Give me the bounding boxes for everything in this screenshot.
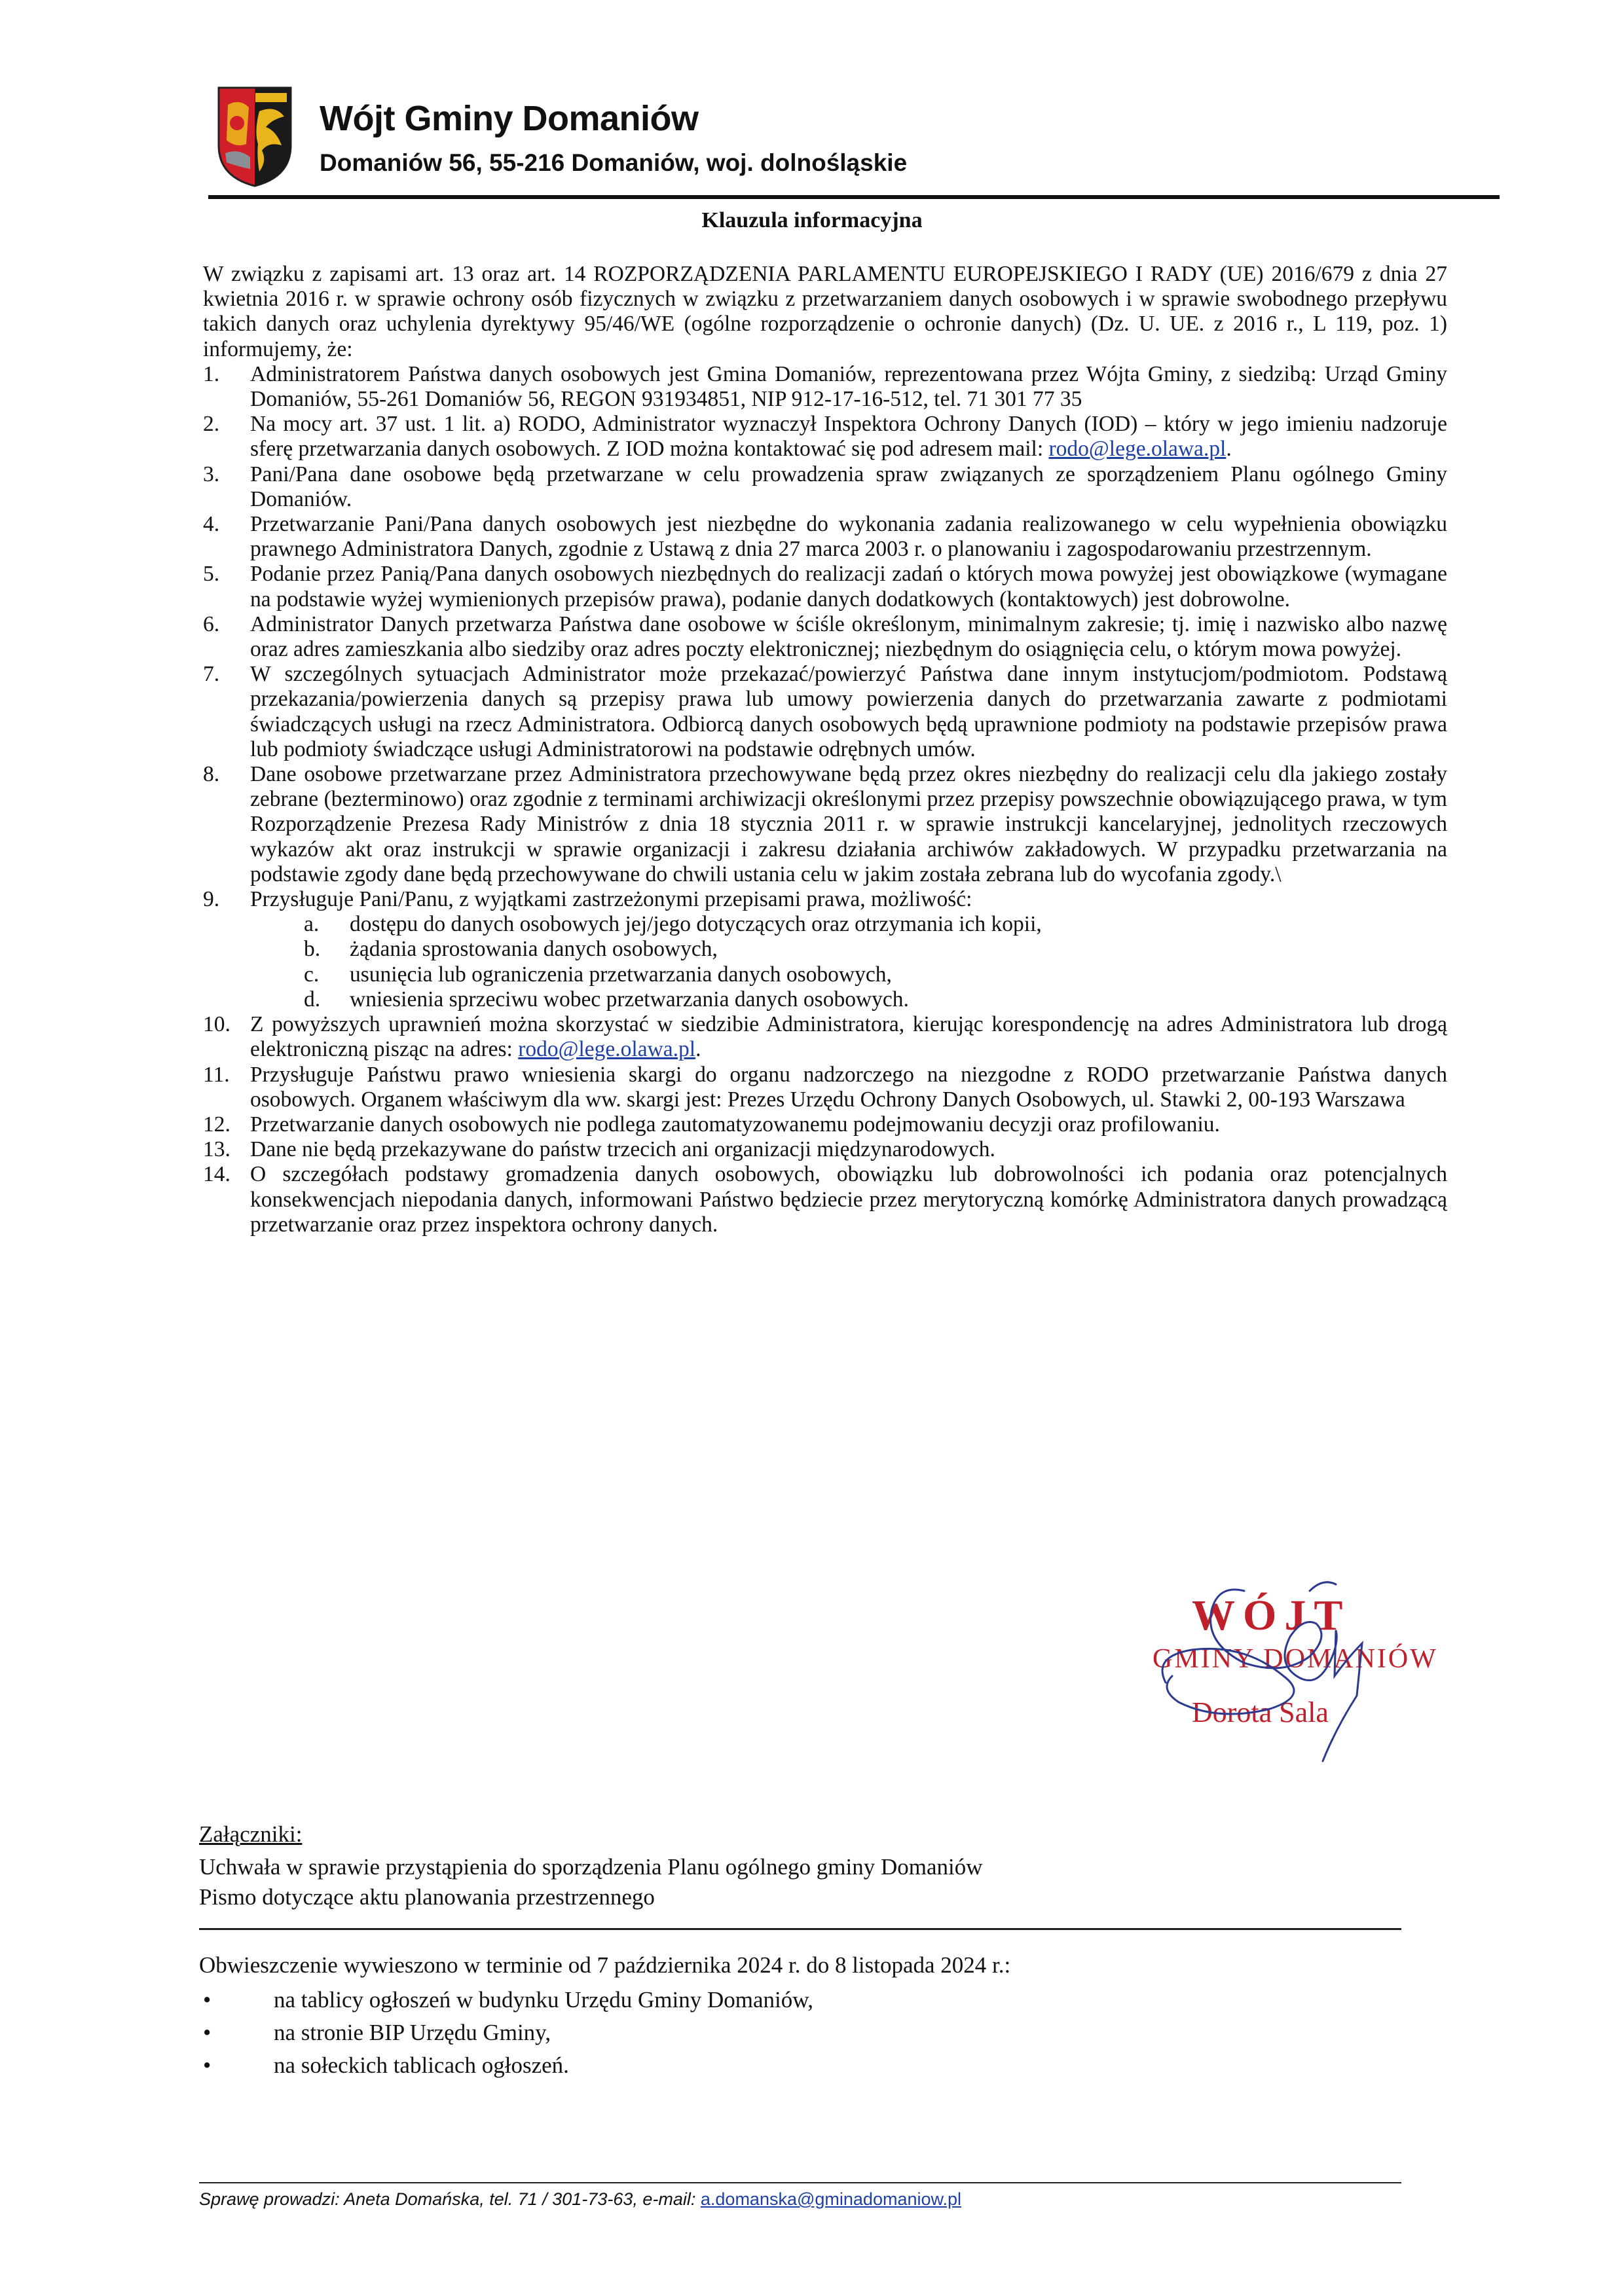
item-text: Administrator Danych przetwarza Państwa dane osobowe w ściśle określonym, minimalnym zakresie; tj. imię i nazwisko albo nazwę oraz adres zamieszkania albo siedziby oraz adres poczty elektronicznej; niezbędnym do osiągnięcia celu, o którym mowa powyżej.: [250, 611, 1447, 662]
posting-notice: Obwieszczenie wywieszono w terminie od 7 października 2024 r. do 8 listopada 2024 r.:: [199, 1952, 1011, 1978]
item-number: 14.: [203, 1162, 231, 1187]
list-item: [203, 1012, 1447, 1062]
list-item: [203, 1162, 1447, 1237]
item-text: Administratorem Państwa danych osobowych jest Gmina Domaniów, reprezentowana przez Wójta Gminy, z siedzibą: Urząd Gminy Domaniów, 55-261 Domaniów 56, REGON 931934851, NIP 912-17-16-512, tel. 71 301 77 35: [250, 361, 1447, 412]
letterhead-divider: [208, 195, 1500, 199]
footer-contact: Sprawę prowadzi: Aneta Domańska, tel. 71 / 301-73-63, e-mail: a.domanska@gminadomaniow.pl: [199, 2189, 962, 2209]
item-number: 9.: [203, 887, 220, 912]
item-text: Przetwarzanie danych osobowych nie podlega zautomatyzowanemu podejmowaniu decyzji oraz profilowaniu.: [250, 1112, 1220, 1137]
bullet-icon: •: [203, 2020, 212, 2045]
list-item: [203, 662, 1447, 762]
item-text: W szczególnych sytuacjach Administrator może przekazać/powierzyć Państwa dane innym instytucjom/podmiotom. Podstawą przekazania/powierzenia danych są przepisy prawa lub umowy powierzenia danych do przetwarzania zawarte z podmiotami świadczących usługi na rzecz Administratora. Odbiorcą danych osobowych będą uprawnione podmioty na podstawie przepisów prawa lub podmioty świadczące usługi Administratorowi na podstawie odrębnych umów.: [250, 662, 1447, 761]
item-number: 5.: [203, 562, 220, 587]
item-text: Podanie przez Panią/Pana danych osobowych niezbędnych do realizacji zadań o których mowa powyżej jest obowiązkowe (wymagane na podstawie wyżej wymienionych przepisów prawa), podanie danych dodatkowych (kontaktowych) jest dobrowolne.: [250, 562, 1447, 611]
footer-divider: [199, 2182, 1401, 2183]
list-item: [203, 1112, 1447, 1137]
clause-list: [203, 362, 1447, 1237]
list-item: [203, 762, 1447, 887]
sublist-item: b. żądania sprostowania danych osobowych,: [304, 937, 718, 962]
attachment-item: Uchwała w sprawie przystąpienia do sporządzenia Planu ogólnego gminy Domaniów: [199, 1854, 983, 1880]
attachments-label: Załączniki:: [199, 1821, 303, 1847]
item-text: O szczegółach podstawy gromadzenia danych osobowych, obowiązku lub dobrowolności ich podania oraz potencjalnych konsekwencjach niepodania danych, informowani Państwo będziecie przez merytoryczną komórkę Administratora danych prowadzącą przetwarzanie oraz przez inspektora ochrony danych.: [250, 1162, 1447, 1237]
footer-email-link[interactable]: a.domanska@gminadomaniow.pl: [700, 2189, 962, 2209]
iod-email-link[interactable]: rodo@lege.olawa.pl: [1048, 437, 1227, 462]
signature-icon: [1113, 1565, 1454, 1781]
admin-email-link[interactable]: rodo@lege.olawa.pl: [518, 1037, 696, 1062]
list-item: • na sołeckich tablicach ogłoszeń.: [199, 2049, 813, 2082]
list-item: • na stronie BIP Urzędu Gminy,: [199, 2016, 813, 2049]
sublist-item: c. usunięcia lub ograniczenia przetwarzania danych osobowych,: [304, 962, 892, 987]
item-text: Przysługuje Państwu prawo wniesienia skargi do organu nadzorczego na niezgodne z RODO przetwarzanie Państwa danych osobowych. Organem właściwym dla ww. skargi jest: Prezes Urzędu Ochrony Danych Osobowych, ul. Stawki 2, 00-193 Warszawa: [250, 1062, 1447, 1112]
letterhead-address: Domaniów 56, 55-216 Domaniów, woj. dolnośląskie: [320, 149, 908, 176]
stamp-line-3: Dorota Sala: [1192, 1696, 1329, 1728]
section-divider: [199, 1928, 1401, 1930]
list-item: [203, 887, 1447, 1012]
item-number: 7.: [203, 662, 220, 687]
item-text: Z powyższych uprawnień można skorzystać w siedzibie Administratora, kierując korespondencję na adres Administratora lub drogą elektroniczną pisząc na adres: rodo@lege.olawa.pl.: [250, 1012, 1447, 1062]
intro-paragraph: W związku z zapisami art. 13 oraz art. 14 ROZPORZĄDZENIA PARLAMENTU EUROPEJSKIEGO I RADY (UE) 2016/679 z dnia 27 kwietnia 2016 r. w sprawie ochrony osób fizycznych w związku z przetwarzaniem danych osobowych i w sprawie swobodnego przepływu takich danych oraz uchylenia dyrektywy 95/46/WE (ogólne rozporządzenie o ochronie danych) (Dz. U. UE. z 2016 r., L 119, poz. 1) informujemy, że:: [203, 262, 1447, 361]
posting-places-list: [199, 1984, 813, 2082]
item-text: Dane osobowe przetwarzane przez Administratora przechowywane będą przez okres niezbędny do realizacji celu dla jakiego zostały zebrane (bezterminowo) oraz zgodnie z terminami archiwizacji określonymi przez przepisy powszechnie obowiązującego prawa, w tym Rozporządzenie Prezesa Rady Ministrów z dnia 18 stycznia 2011 r. w sprawie instrukcji kancelaryjnej, jednolitych rzeczowych wykazów akt oraz instrukcji w sprawie organizacji i zakresu działania archiwów zakładowych. W przypadku przetwarzania na podstawie zgody dane będą przechowywane do chwili ustania celu w jakim została zebrana lub do wycofania zgody.\: [250, 762, 1447, 886]
item-number: 13.: [203, 1137, 231, 1162]
item-text: Na mocy art. 37 ust. 1 lit. a) RODO, Administrator wyznaczył Inspektora Ochrony Danych (IOD) – który w jego imieniu nadzoruje sferę przetwarzania danych osobowych. Z IOD można kontaktować się pod adresem mail: rodo@lege.olawa.pl.: [250, 412, 1447, 462]
sublist-item: a. dostępu do danych osobowych jej/jego dotyczących oraz otrzymania ich kopii,: [304, 912, 1042, 937]
list-item: [203, 562, 1447, 611]
item-number: 10.: [203, 1012, 231, 1037]
bullet-icon: •: [203, 1987, 212, 2013]
sublist-item: d. wniesienia sprzeciwu wobec przetwarzania danych osobowych.: [304, 987, 909, 1011]
coat-of-arms-icon: [216, 85, 293, 189]
item-number: 8.: [203, 762, 220, 787]
official-stamp: [1113, 1565, 1454, 1781]
item-number: 6.: [203, 611, 220, 636]
attachment-item: Pismo dotyczące aktu planowania przestrzennego: [199, 1884, 655, 1910]
letterhead-title: Wójt Gminy Domaniów: [320, 99, 699, 138]
stamp-line-1: WÓJT: [1192, 1592, 1351, 1639]
list-item: [203, 362, 1447, 412]
stamp-line-2: GMINY DOMANIÓW: [1153, 1644, 1438, 1674]
rights-sublist: [250, 912, 1447, 1012]
bullet-icon: •: [203, 2052, 212, 2078]
item-text: Przetwarzanie Pani/Pana danych osobowych jest niezbędne do wykonania zadania realizowanego w celu wypełnienia obowiązku prawnego Administratora Danych, zgodnie z Ustawą z dnia 27 marca 2003 r. o planowaniu i zagospodarowaniu przestrzennym.: [250, 512, 1447, 562]
list-item: [203, 512, 1447, 562]
item-number: 4.: [203, 512, 220, 537]
item-text: Przysługuje Pani/Panu, z wyjątkami zastrzeżonymi przepisami prawa, możliwość: a. dostępu do danych osobowych jej/jego dotyczących oraz otrzymania ich kopii, b. żądania sprostowania danych osobowych, c. usunięcia lub ograniczenia przetwarzania danych osobowych, d. wniesienia sprzeciwu wobec przetwarzania danych osobowych.: [250, 887, 1447, 1012]
list-item: [203, 1137, 1447, 1162]
document-body: [203, 262, 1447, 1237]
list-item: [203, 1063, 1447, 1112]
document-title: Klauzula informacyjna: [701, 208, 923, 232]
list-item: [203, 612, 1447, 662]
item-text: Dane nie będą przekazywane do państw trzecich ani organizacji międzynarodowych.: [250, 1137, 995, 1162]
item-number: 11.: [203, 1062, 230, 1087]
list-item: [203, 462, 1447, 512]
list-item: • na tablicy ogłoszeń w budynku Urzędu Gminy Domaniów,: [199, 1984, 813, 2016]
item-number: 2.: [203, 412, 220, 437]
item-number: 1.: [203, 361, 220, 386]
list-item: [203, 412, 1447, 462]
item-text: Pani/Pana dane osobowe będą przetwarzane w celu prowadzenia spraw związanych ze sporządzeniem Planu ogólnego Gminy Domaniów.: [250, 462, 1447, 511]
item-number: 12.: [203, 1112, 231, 1137]
item-number: 3.: [203, 462, 220, 486]
